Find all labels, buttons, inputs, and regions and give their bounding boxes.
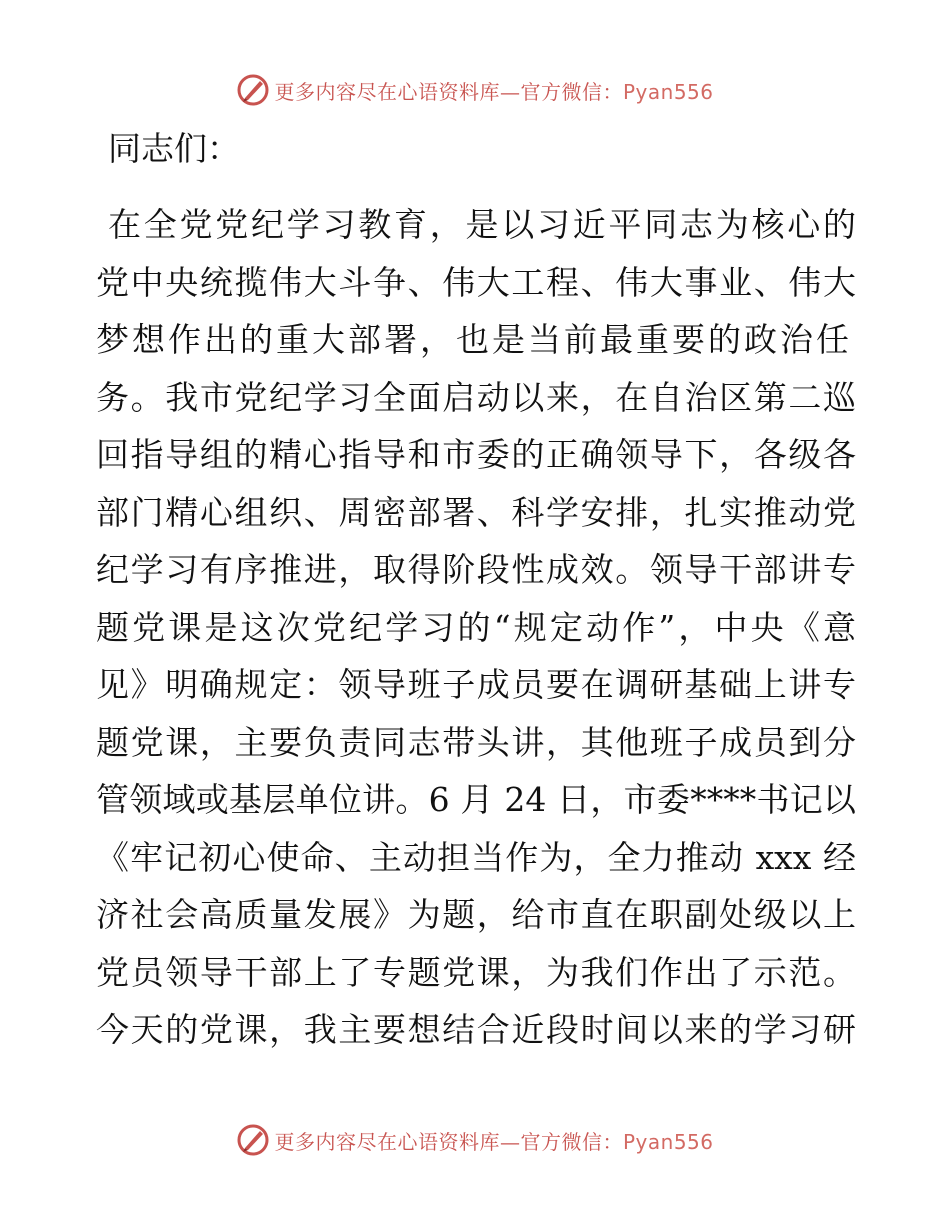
paragraph-line: 题党课是这次党纪学习的“规定动作”，中央《意 <box>96 607 856 647</box>
paragraph <box>96 202 856 1053</box>
paragraph-line: 部门精心组织、周密部署、科学安排，扎实推动党 <box>96 492 856 532</box>
document-body <box>96 126 856 1065</box>
header-watermark <box>0 70 950 110</box>
pen-circle-logo-icon <box>236 1123 270 1157</box>
paragraph-line: 纪学习有序推进，取得阶段性成效。领导干部讲专 <box>96 550 856 589</box>
watermark-text: 更多内容尽在心语资料库—官方微信：Pyan556 <box>274 1129 714 1154</box>
paragraph-line: 济社会高质量发展》为题，给市直在职副处级以上 <box>96 895 856 934</box>
watermark-text: 更多内容尽在心语资料库—官方微信：Pyan556 <box>274 79 714 104</box>
paragraph-line: 梦想作出的重大部署，也是当前最重要的政治任 <box>96 320 852 359</box>
paragraph-line: 管领域或基层单位讲。6 月 24 日，市委****书记以 <box>96 780 856 819</box>
paragraph-line: 在全党党纪学习教育，是以习近平同志为核心的 <box>108 205 856 244</box>
paragraph-line: 党中央统揽伟大斗争、伟大工程、伟大事业、伟大 <box>96 262 856 302</box>
salutation: 同志们： <box>108 129 240 168</box>
paragraph-line: 见》明确规定：领导班子成员要在调研基础上讲专 <box>96 665 856 704</box>
footer-watermark <box>0 1120 950 1160</box>
paragraph-line: 今天的党课，我主要想结合近段时间以来的学习研 <box>96 1010 856 1049</box>
paragraph-line: 务。我市党纪学习全面启动以来，在自治区第二巡 <box>96 377 856 417</box>
paragraph-line: 题党课，主要负责同志带头讲，其他班子成员到分 <box>96 722 856 762</box>
paragraph-line: 《牢记初心使命、主动担当作为，全力推动 xxx 经 <box>96 837 856 877</box>
pen-circle-logo-icon <box>236 73 270 107</box>
paragraph-line: 回指导组的精心指导和市委的正确领导下，各级各 <box>96 435 856 474</box>
paragraph-line: 党员领导干部上了专题党课，为我们作出了示范。 <box>96 952 856 992</box>
